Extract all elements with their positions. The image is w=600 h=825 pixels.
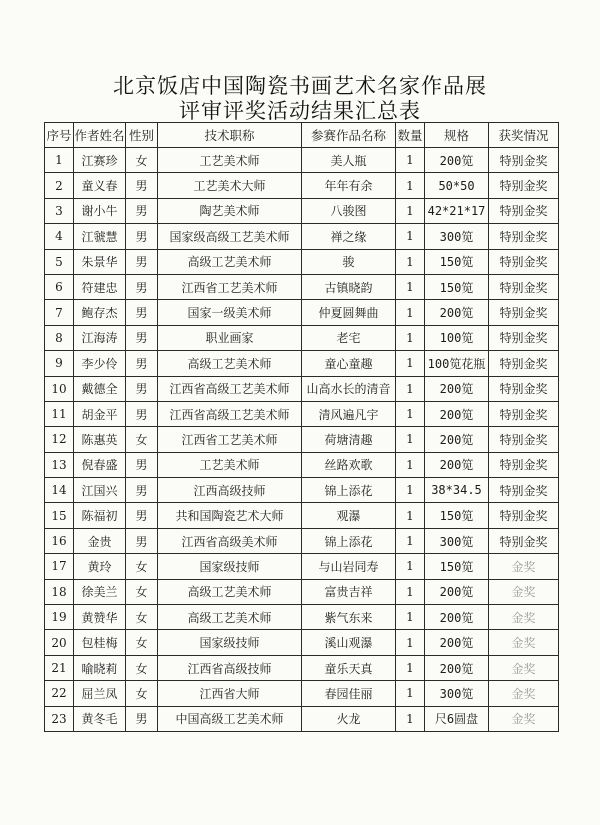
cell-work: 年年有余	[302, 173, 396, 198]
cell-quantity: 1	[396, 630, 425, 655]
cell-quantity: 1	[396, 401, 425, 426]
cell-title: 国家级技师	[158, 630, 302, 655]
cell-quantity: 1	[396, 554, 425, 579]
cell-gender: 男	[126, 503, 158, 528]
cell-title: 江西省高级工艺美术师	[158, 401, 302, 426]
cell-index: 9	[45, 351, 74, 376]
cell-index: 15	[45, 503, 74, 528]
cell-work: 春园佳丽	[302, 681, 396, 706]
cell-spec: 150笕	[425, 503, 489, 528]
cell-index: 23	[45, 706, 74, 731]
cell-award: 特别金奖	[489, 427, 559, 452]
cell-author: 李少伶	[74, 351, 126, 376]
table-header-row	[45, 123, 559, 148]
cell-index: 2	[45, 173, 74, 198]
cell-quantity: 1	[396, 274, 425, 299]
table-row	[45, 554, 559, 579]
cell-gender: 男	[126, 706, 158, 731]
cell-spec: 50*50	[425, 173, 489, 198]
table-row	[45, 478, 559, 503]
header-quantity: 数量	[396, 123, 425, 148]
cell-quantity: 1	[396, 249, 425, 274]
cell-index: 18	[45, 579, 74, 604]
header-gender: 性别	[126, 123, 158, 148]
cell-author: 戴德全	[74, 376, 126, 401]
header-work: 参赛作品名称	[302, 123, 396, 148]
cell-gender: 女	[126, 427, 158, 452]
cell-award: 特别金奖	[489, 351, 559, 376]
cell-title: 高级工艺美术师	[158, 605, 302, 630]
table-row	[45, 148, 559, 173]
cell-index: 4	[45, 224, 74, 249]
cell-award: 金奖	[489, 681, 559, 706]
cell-gender: 男	[126, 300, 158, 325]
cell-gender: 男	[126, 173, 158, 198]
cell-spec: 200笕	[425, 427, 489, 452]
cell-title: 高级工艺美术师	[158, 249, 302, 274]
table-row	[45, 274, 559, 299]
cell-gender: 男	[126, 274, 158, 299]
cell-award: 特别金奖	[489, 300, 559, 325]
cell-title: 国家级高级工艺美术师	[158, 224, 302, 249]
cell-award: 特别金奖	[489, 528, 559, 553]
cell-work: 荷塘清趣	[302, 427, 396, 452]
table-row	[45, 401, 559, 426]
cell-spec: 42*21*17	[425, 198, 489, 223]
cell-index: 7	[45, 300, 74, 325]
cell-author: 朱景华	[74, 249, 126, 274]
cell-gender: 男	[126, 478, 158, 503]
cell-author: 徐美兰	[74, 579, 126, 604]
cell-index: 10	[45, 376, 74, 401]
cell-index: 12	[45, 427, 74, 452]
table-row	[45, 503, 559, 528]
cell-index: 14	[45, 478, 74, 503]
cell-quantity: 1	[396, 198, 425, 223]
cell-award: 特别金奖	[489, 478, 559, 503]
cell-quantity: 1	[396, 325, 425, 350]
cell-award: 金奖	[489, 605, 559, 630]
cell-work: 老宅	[302, 325, 396, 350]
cell-spec: 尺6圆盘	[425, 706, 489, 731]
cell-quantity: 1	[396, 224, 425, 249]
cell-gender: 女	[126, 579, 158, 604]
cell-award: 特别金奖	[489, 325, 559, 350]
cell-author: 倪春盛	[74, 452, 126, 477]
cell-award: 金奖	[489, 706, 559, 731]
cell-title: 国家一级美术师	[158, 300, 302, 325]
cell-quantity: 1	[396, 376, 425, 401]
table-row	[45, 198, 559, 223]
document-title: 北京饭店中国陶瓷书画艺术名家作品展	[113, 74, 487, 98]
cell-spec: 150笕	[425, 249, 489, 274]
cell-quantity: 1	[396, 148, 425, 173]
cell-quantity: 1	[396, 681, 425, 706]
table-row	[45, 605, 559, 630]
cell-title: 江西省工艺美术师	[158, 274, 302, 299]
cell-spec: 100笕花瓶	[425, 351, 489, 376]
table-row	[45, 655, 559, 680]
cell-quantity: 1	[396, 478, 425, 503]
cell-author: 江虢慧	[74, 224, 126, 249]
cell-index: 3	[45, 198, 74, 223]
cell-quantity: 1	[396, 351, 425, 376]
table-body	[45, 148, 559, 732]
cell-work: 富贵吉祥	[302, 579, 396, 604]
cell-work: 童心童趣	[302, 351, 396, 376]
cell-quantity: 1	[396, 452, 425, 477]
cell-title: 江西省高级技师	[158, 655, 302, 680]
cell-work: 紫气东来	[302, 605, 396, 630]
header-spec: 规格	[425, 123, 489, 148]
header-index: 序号	[45, 123, 74, 148]
cell-work: 丝路欢歌	[302, 452, 396, 477]
cell-author: 屈兰凤	[74, 681, 126, 706]
cell-award: 特别金奖	[489, 503, 559, 528]
cell-gender: 男	[126, 528, 158, 553]
table-row	[45, 300, 559, 325]
cell-award: 特别金奖	[489, 249, 559, 274]
cell-title: 江西高级技师	[158, 478, 302, 503]
cell-gender: 男	[126, 325, 158, 350]
cell-index: 21	[45, 655, 74, 680]
cell-spec: 300笕	[425, 528, 489, 553]
cell-title: 江西省高级工艺美术师	[158, 376, 302, 401]
cell-gender: 男	[126, 376, 158, 401]
cell-gender: 女	[126, 681, 158, 706]
cell-award: 金奖	[489, 655, 559, 680]
cell-title: 国家级技师	[158, 554, 302, 579]
cell-title: 高级工艺美术师	[158, 579, 302, 604]
cell-quantity: 1	[396, 427, 425, 452]
header-author: 作者姓名	[74, 123, 126, 148]
table-row	[45, 427, 559, 452]
cell-author: 陈惠英	[74, 427, 126, 452]
results-table	[44, 122, 559, 732]
cell-work: 童乐天真	[302, 655, 396, 680]
cell-work: 锦上添花	[302, 478, 396, 503]
cell-award: 特别金奖	[489, 173, 559, 198]
table-row	[45, 351, 559, 376]
cell-quantity: 1	[396, 300, 425, 325]
cell-spec: 200笕	[425, 605, 489, 630]
cell-index: 16	[45, 528, 74, 553]
cell-work: 山高水长的清音	[302, 376, 396, 401]
cell-work: 禅之缘	[302, 224, 396, 249]
cell-author: 谢小牛	[74, 198, 126, 223]
table-row	[45, 224, 559, 249]
table-row	[45, 630, 559, 655]
document-subtitle: 评审评奖活动结果汇总表	[179, 99, 421, 123]
cell-quantity: 1	[396, 528, 425, 553]
cell-quantity: 1	[396, 173, 425, 198]
cell-spec: 300笕	[425, 224, 489, 249]
cell-author: 江海涛	[74, 325, 126, 350]
cell-author: 陈福初	[74, 503, 126, 528]
cell-gender: 男	[126, 198, 158, 223]
cell-index: 6	[45, 274, 74, 299]
cell-award: 金奖	[489, 630, 559, 655]
cell-award: 特别金奖	[489, 274, 559, 299]
table-row	[45, 681, 559, 706]
cell-spec: 300笕	[425, 681, 489, 706]
cell-title: 江西省高级美术师	[158, 528, 302, 553]
cell-spec: 200笕	[425, 452, 489, 477]
cell-quantity: 1	[396, 605, 425, 630]
cell-award: 特别金奖	[489, 376, 559, 401]
cell-gender: 女	[126, 605, 158, 630]
cell-work: 清风遍凡宇	[302, 401, 396, 426]
header-title: 技术职称	[158, 123, 302, 148]
cell-author: 江赛珍	[74, 148, 126, 173]
cell-gender: 女	[126, 148, 158, 173]
cell-work: 美人瓶	[302, 148, 396, 173]
cell-award: 特别金奖	[489, 452, 559, 477]
table-row	[45, 249, 559, 274]
cell-author: 童义春	[74, 173, 126, 198]
cell-work: 锦上添花	[302, 528, 396, 553]
cell-award: 金奖	[489, 554, 559, 579]
table-row	[45, 173, 559, 198]
table-row	[45, 579, 559, 604]
cell-gender: 男	[126, 452, 158, 477]
cell-title: 工艺美术师	[158, 452, 302, 477]
cell-index: 5	[45, 249, 74, 274]
cell-work: 观瀑	[302, 503, 396, 528]
cell-quantity: 1	[396, 579, 425, 604]
cell-spec: 200笕	[425, 655, 489, 680]
cell-spec: 200笕	[425, 148, 489, 173]
cell-author: 胡金平	[74, 401, 126, 426]
cell-index: 11	[45, 401, 74, 426]
cell-author: 黄玲	[74, 554, 126, 579]
cell-work: 古镇晓韵	[302, 274, 396, 299]
cell-award: 特别金奖	[489, 401, 559, 426]
cell-gender: 女	[126, 630, 158, 655]
cell-gender: 男	[126, 249, 158, 274]
header-award: 获奖情况	[489, 123, 559, 148]
cell-quantity: 1	[396, 706, 425, 731]
cell-award: 特别金奖	[489, 148, 559, 173]
cell-gender: 女	[126, 655, 158, 680]
cell-work: 仲夏圆舞曲	[302, 300, 396, 325]
cell-author: 符建忠	[74, 274, 126, 299]
cell-gender: 女	[126, 554, 158, 579]
cell-index: 1	[45, 148, 74, 173]
cell-index: 20	[45, 630, 74, 655]
cell-work: 与山岩同寿	[302, 554, 396, 579]
cell-spec: 200笕	[425, 401, 489, 426]
cell-award: 金奖	[489, 579, 559, 604]
cell-title: 高级工艺美术师	[158, 351, 302, 376]
cell-award: 特别金奖	[489, 224, 559, 249]
cell-quantity: 1	[396, 503, 425, 528]
cell-title: 共和国陶瓷艺术大师	[158, 503, 302, 528]
cell-spec: 100笕	[425, 325, 489, 350]
cell-index: 13	[45, 452, 74, 477]
cell-title: 江西省工艺美术师	[158, 427, 302, 452]
cell-work: 火龙	[302, 706, 396, 731]
cell-gender: 男	[126, 224, 158, 249]
cell-gender: 男	[126, 351, 158, 376]
cell-title: 陶艺美术师	[158, 198, 302, 223]
cell-work: 八骏图	[302, 198, 396, 223]
cell-spec: 200笕	[425, 579, 489, 604]
cell-author: 黄冬毛	[74, 706, 126, 731]
cell-title: 职业画家	[158, 325, 302, 350]
cell-title: 中国高级工艺美术师	[158, 706, 302, 731]
cell-spec: 150笕	[425, 274, 489, 299]
table-row	[45, 376, 559, 401]
table-row	[45, 528, 559, 553]
cell-title: 工艺美术师	[158, 148, 302, 173]
table-row	[45, 325, 559, 350]
cell-award: 特别金奖	[489, 198, 559, 223]
cell-work: 骏	[302, 249, 396, 274]
cell-author: 金贵	[74, 528, 126, 553]
table-row	[45, 452, 559, 477]
cell-spec: 200笕	[425, 300, 489, 325]
cell-author: 黄赞华	[74, 605, 126, 630]
cell-work: 溪山观瀑	[302, 630, 396, 655]
cell-author: 江国兴	[74, 478, 126, 503]
cell-author: 鲍存杰	[74, 300, 126, 325]
cell-spec: 200笕	[425, 376, 489, 401]
cell-title: 江西省大师	[158, 681, 302, 706]
cell-title: 工艺美术大师	[158, 173, 302, 198]
cell-index: 8	[45, 325, 74, 350]
cell-index: 22	[45, 681, 74, 706]
cell-spec: 38*34.5	[425, 478, 489, 503]
cell-author: 包桂梅	[74, 630, 126, 655]
cell-index: 19	[45, 605, 74, 630]
table-row	[45, 706, 559, 731]
cell-quantity: 1	[396, 655, 425, 680]
cell-gender: 男	[126, 401, 158, 426]
cell-spec: 200笕	[425, 630, 489, 655]
cell-spec: 150笕	[425, 554, 489, 579]
cell-author: 喻晓莉	[74, 655, 126, 680]
cell-index: 17	[45, 554, 74, 579]
